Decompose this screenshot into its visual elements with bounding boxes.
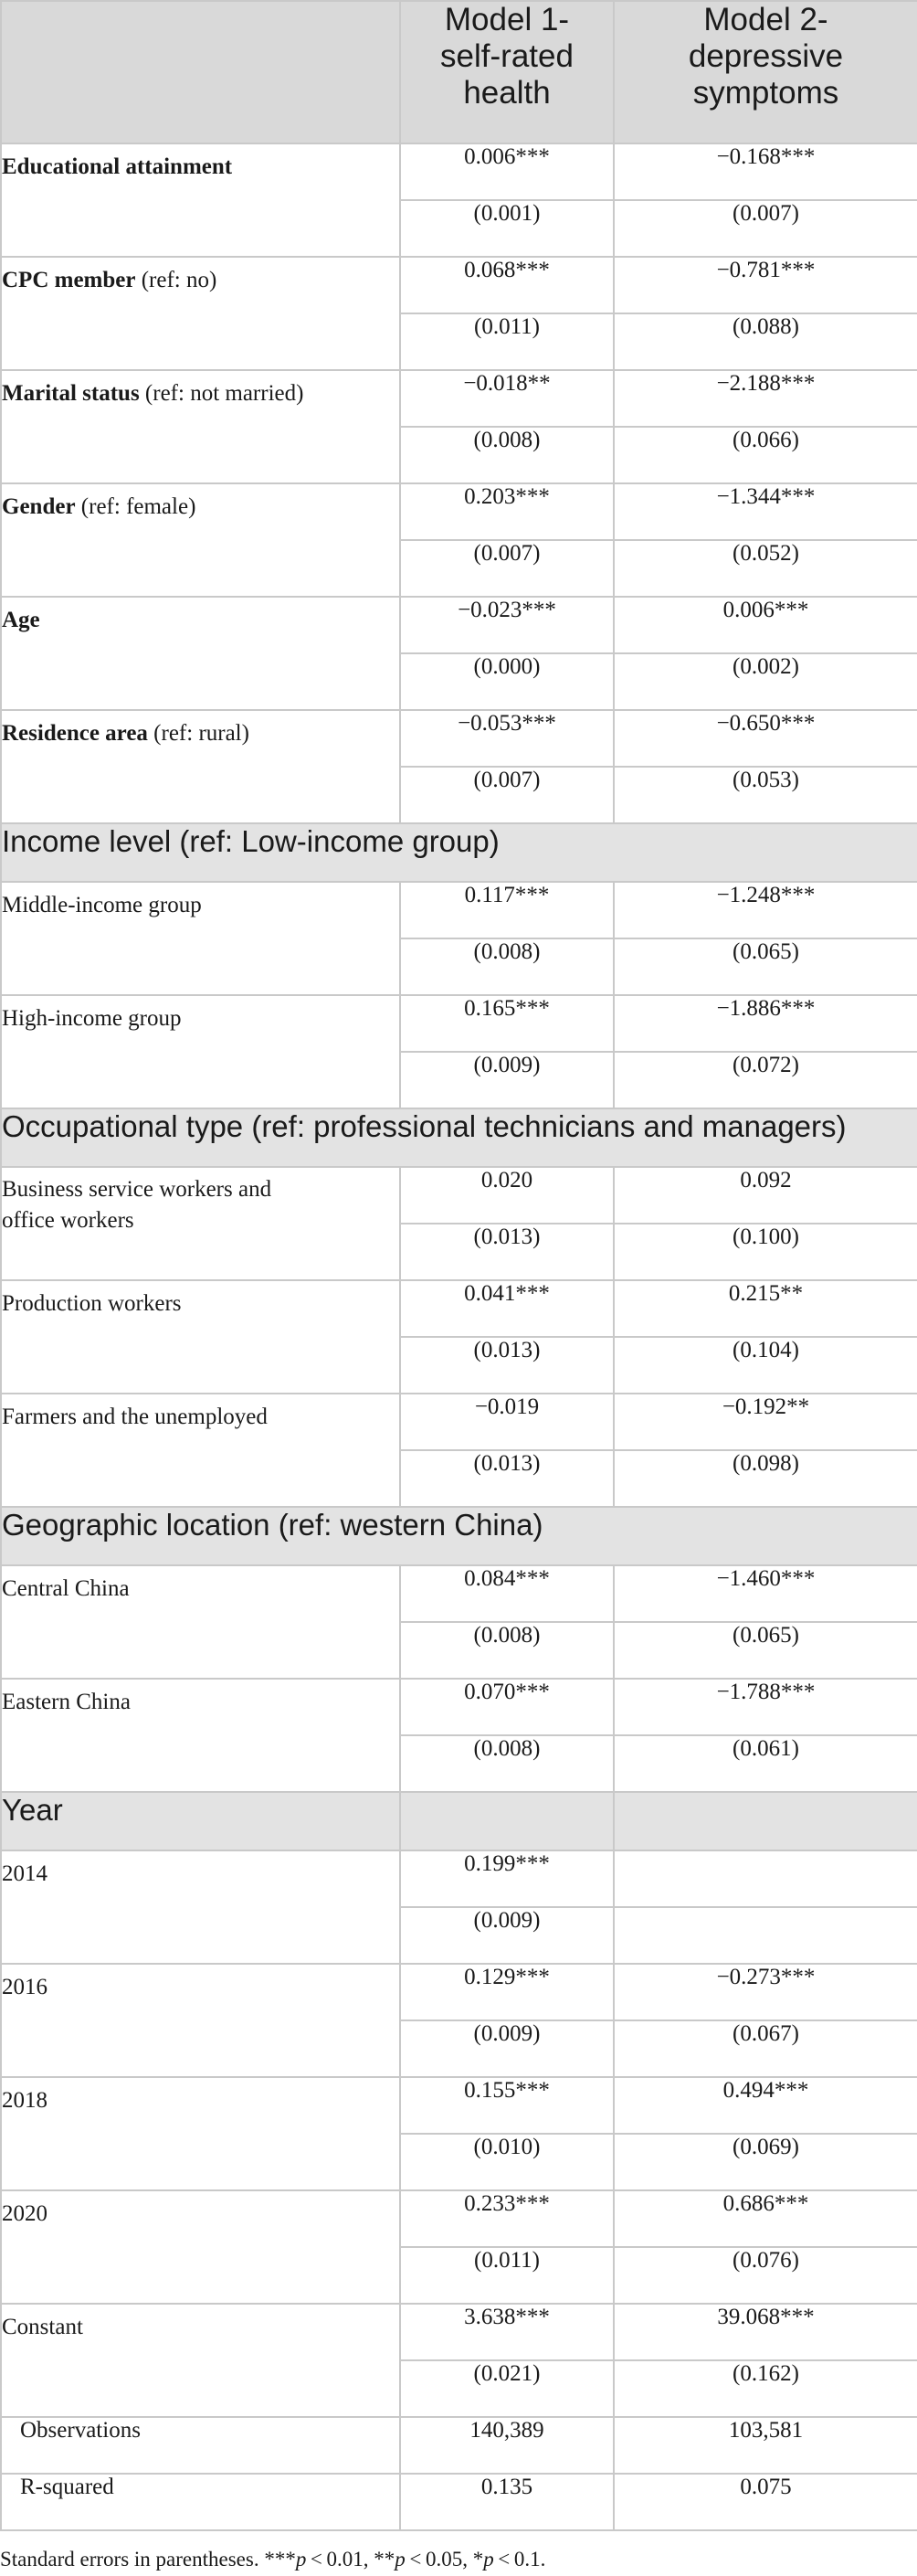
se-model2: (0.053) xyxy=(614,767,917,823)
coef-model1: 0.129*** xyxy=(400,1964,614,2020)
row-label: 2018 xyxy=(1,2077,400,2190)
se-model1: (0.009) xyxy=(400,1907,614,1964)
section-income-heading: Income level (ref: Low-income group) xyxy=(1,823,917,882)
section-row xyxy=(1,823,917,882)
table-row xyxy=(1,995,917,1052)
se-model1: (0.013) xyxy=(400,1224,614,1280)
table-row xyxy=(1,1167,917,1224)
variable-ref: (ref: rural) xyxy=(147,721,249,746)
row-label xyxy=(1,143,400,257)
row-label: R-squared xyxy=(1,2474,400,2530)
coef-model1: 0.233*** xyxy=(400,2190,614,2247)
header-model2-line: depressive xyxy=(688,38,844,74)
row-label xyxy=(1,597,400,710)
se-model2: (0.002) xyxy=(614,653,917,710)
se-model1: (0.010) xyxy=(400,2134,614,2190)
coef-model1: 3.638*** xyxy=(400,2304,614,2360)
header-model2-line: symptoms xyxy=(692,75,839,111)
coef-model1: −0.053*** xyxy=(400,710,614,767)
se-model1: (0.007) xyxy=(400,540,614,597)
coef-model2: 0.686*** xyxy=(614,2190,917,2247)
se-model2 xyxy=(614,1907,917,1964)
se-model1: (0.011) xyxy=(400,313,614,370)
table-row xyxy=(1,1394,917,1450)
se-model1: (0.009) xyxy=(400,2020,614,2077)
header-model1-line: self-rated xyxy=(440,38,574,74)
se-model2: (0.098) xyxy=(614,1450,917,1507)
se-model2: (0.061) xyxy=(614,1735,917,1792)
section-year-blank xyxy=(614,1792,917,1850)
se-model1: (0.021) xyxy=(400,2360,614,2417)
se-model2: (0.065) xyxy=(614,1622,917,1679)
row-label: Eastern China xyxy=(1,1679,400,1792)
variable-name: Educational attainment xyxy=(2,154,233,179)
coef-model2: 39.068*** xyxy=(614,2304,917,2360)
se-model1: (0.001) xyxy=(400,200,614,257)
stat-model1: 0.135 xyxy=(400,2474,614,2530)
variable-name: Residence area xyxy=(2,721,148,746)
coef-model2: −0.192** xyxy=(614,1394,917,1450)
header-model1-line: health xyxy=(463,75,551,111)
variable-name: Marital status xyxy=(2,381,140,406)
se-model2: (0.066) xyxy=(614,427,917,483)
coef-model2: 0.092 xyxy=(614,1167,917,1224)
header-model2-line: Model 2- xyxy=(703,2,828,37)
row-label: Farmers and the unemployed xyxy=(1,1394,400,1507)
se-model1: (0.011) xyxy=(400,2247,614,2304)
row-label: Production workers xyxy=(1,1280,400,1394)
header-model1-line: Model 1- xyxy=(444,2,570,37)
section-row xyxy=(1,1792,917,1850)
footnote-text: < 0.01, ** xyxy=(306,2548,395,2571)
coef-model1: 0.155*** xyxy=(400,2077,614,2134)
se-model1: (0.008) xyxy=(400,938,614,995)
table-row xyxy=(1,1850,917,1907)
table-row xyxy=(1,2417,917,2474)
coef-model1: −0.018** xyxy=(400,370,614,427)
section-row xyxy=(1,1108,917,1167)
coef-model2: −1.788*** xyxy=(614,1679,917,1735)
se-model1: (0.013) xyxy=(400,1450,614,1507)
section-geo-heading: Geographic location (ref: western China) xyxy=(1,1507,917,1565)
se-model2: (0.067) xyxy=(614,2020,917,2077)
row-label: Observations xyxy=(1,2417,400,2474)
row-label: 2020 xyxy=(1,2190,400,2304)
coef-model2: −2.188*** xyxy=(614,370,917,427)
stat-model2: 103,581 xyxy=(614,2417,917,2474)
row-label xyxy=(1,483,400,597)
table-row xyxy=(1,370,917,427)
se-model1: (0.008) xyxy=(400,427,614,483)
row-label: Constant xyxy=(1,2304,400,2417)
variable-ref: (ref: no) xyxy=(135,268,217,292)
footnote-text: Standard errors in parentheses. *** xyxy=(0,2548,296,2571)
variable-ref: (ref: not married) xyxy=(139,381,304,406)
coef-model2: −0.273*** xyxy=(614,1964,917,2020)
se-model2: (0.007) xyxy=(614,200,917,257)
row-label: 2014 xyxy=(1,1850,400,1964)
coef-model2: −1.344*** xyxy=(614,483,917,540)
table-row xyxy=(1,1280,917,1337)
coef-model1: 0.006*** xyxy=(400,143,614,200)
row-label: 2016 xyxy=(1,1964,400,2077)
se-model1: (0.008) xyxy=(400,1735,614,1792)
section-occupation-heading: Occupational type (ref: professional technicians and managers) xyxy=(1,1108,917,1167)
se-model2: (0.162) xyxy=(614,2360,917,2417)
coef-model1: 0.203*** xyxy=(400,483,614,540)
se-model2: (0.052) xyxy=(614,540,917,597)
coef-model1: −0.023*** xyxy=(400,597,614,653)
table-row xyxy=(1,2077,917,2134)
variable-ref: (ref: female) xyxy=(75,494,196,519)
row-label xyxy=(1,257,400,370)
stat-model2: 0.075 xyxy=(614,2474,917,2530)
variable-name: Age xyxy=(2,608,40,632)
coef-model1: 0.165*** xyxy=(400,995,614,1052)
coef-model1: 0.070*** xyxy=(400,1679,614,1735)
coef-model2: −0.650*** xyxy=(614,710,917,767)
footnote-text: < 0.05, * xyxy=(405,2548,484,2571)
footnote-p: p xyxy=(295,2548,307,2571)
footnote-p: p xyxy=(483,2548,494,2571)
row-label: High-income group xyxy=(1,995,400,1108)
table-row xyxy=(1,597,917,653)
se-model1: (0.000) xyxy=(400,653,614,710)
row-label-line: office workers xyxy=(2,1208,134,1233)
table-row xyxy=(1,257,917,313)
table-row xyxy=(1,1565,917,1622)
header-row xyxy=(1,1,917,143)
row-label: Central China xyxy=(1,1565,400,1679)
variable-name: CPC member xyxy=(2,268,136,292)
coef-model2: −1.460*** xyxy=(614,1565,917,1622)
section-row xyxy=(1,1507,917,1565)
se-model2: (0.100) xyxy=(614,1224,917,1280)
table-row xyxy=(1,710,917,767)
se-model1: (0.013) xyxy=(400,1337,614,1394)
coef-model1: 0.020 xyxy=(400,1167,614,1224)
coef-model1: 0.084*** xyxy=(400,1565,614,1622)
table-row xyxy=(1,143,917,200)
footnote-text: < 0.1. xyxy=(493,2548,546,2571)
header-blank xyxy=(1,1,400,143)
footnote-p: p xyxy=(395,2548,406,2571)
variable-name: Gender xyxy=(2,494,76,519)
se-model2: (0.065) xyxy=(614,938,917,995)
table-footnote xyxy=(0,2548,917,2571)
coef-model2: 0.006*** xyxy=(614,597,917,653)
coef-model2: −1.886*** xyxy=(614,995,917,1052)
section-year-heading: Year xyxy=(1,1792,400,1850)
table-row xyxy=(1,2190,917,2247)
coef-model1: −0.019 xyxy=(400,1394,614,1450)
se-model1: (0.008) xyxy=(400,1622,614,1679)
row-label xyxy=(1,710,400,823)
se-model1: (0.007) xyxy=(400,767,614,823)
table-row xyxy=(1,882,917,938)
table-row xyxy=(1,2304,917,2360)
coef-model2: −0.781*** xyxy=(614,257,917,313)
table-row xyxy=(1,483,917,540)
coef-model2: 0.494*** xyxy=(614,2077,917,2134)
row-label-line: Business service workers and xyxy=(2,1177,272,1202)
se-model2: (0.088) xyxy=(614,313,917,370)
coef-model2 xyxy=(614,1850,917,1907)
se-model2: (0.104) xyxy=(614,1337,917,1394)
se-model2: (0.072) xyxy=(614,1052,917,1108)
row-label xyxy=(1,370,400,483)
coef-model1: 0.117*** xyxy=(400,882,614,938)
se-model2: (0.069) xyxy=(614,2134,917,2190)
se-model1: (0.009) xyxy=(400,1052,614,1108)
header-model1 xyxy=(400,1,614,143)
table-row xyxy=(1,1679,917,1735)
coef-model1: 0.041*** xyxy=(400,1280,614,1337)
se-model2: (0.076) xyxy=(614,2247,917,2304)
coef-model2: −1.248*** xyxy=(614,882,917,938)
section-year-blank xyxy=(400,1792,614,1850)
table-row xyxy=(1,1964,917,2020)
stat-model1: 140,389 xyxy=(400,2417,614,2474)
header-model2 xyxy=(614,1,917,143)
coef-model1: 0.199*** xyxy=(400,1850,614,1907)
coef-model2: −0.168*** xyxy=(614,143,917,200)
coef-model1: 0.068*** xyxy=(400,257,614,313)
table-row xyxy=(1,2474,917,2530)
coef-model2: 0.215** xyxy=(614,1280,917,1337)
row-label: Middle-income group xyxy=(1,882,400,995)
row-label xyxy=(1,1167,400,1280)
